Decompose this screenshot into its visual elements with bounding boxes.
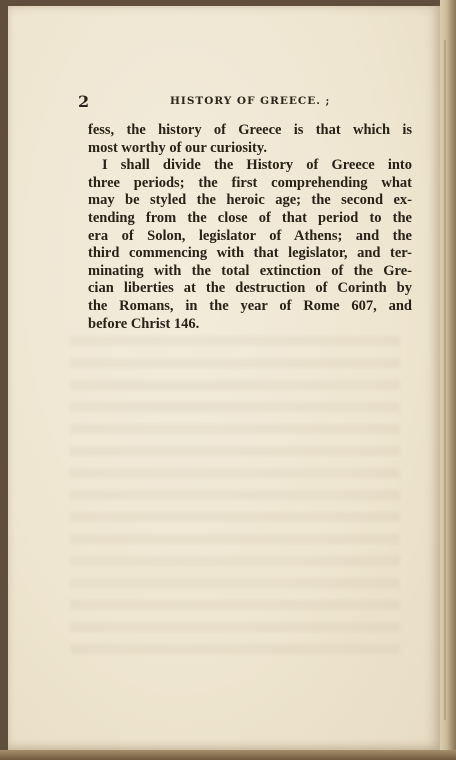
- running-head-title: HISTORY OF GREECE. ;: [170, 95, 331, 107]
- body-text: [88, 122, 412, 333]
- text-line: tending from the close of that period to the: [88, 209, 412, 226]
- show-through-text: [70, 336, 400, 666]
- text-line: may be styled the heroic age; the second ex-: [88, 192, 412, 209]
- text-line: cian liberties at the destruction of Corinth by: [88, 280, 412, 297]
- page-edge-line: [444, 40, 446, 720]
- page-edge: [440, 0, 456, 760]
- bottom-edge: [0, 750, 456, 760]
- paragraph-1: [88, 122, 412, 157]
- paper-sheet: [8, 6, 440, 750]
- text-line: before Christ 146.: [88, 315, 200, 332]
- text-line: most worthy of our curiosity.: [88, 139, 267, 156]
- text-line: the Romans, in the year of Rome 607, and: [88, 297, 412, 314]
- text-line: era of Solon, legislator of Athens; and the: [88, 227, 412, 244]
- text-line: minating with the total extinction of the Gre-: [88, 262, 412, 279]
- text-line: fess, the history of Greece is that which is: [88, 122, 412, 138]
- running-head: [78, 92, 418, 112]
- paragraph-2: [88, 157, 412, 333]
- text-line: three periods; the first comprehending what: [88, 174, 412, 191]
- page-number: 2: [78, 92, 90, 111]
- text-line: third commencing with that legislator, and ter-: [88, 245, 412, 262]
- text-line: I shall divide the History of Greece into: [102, 157, 412, 174]
